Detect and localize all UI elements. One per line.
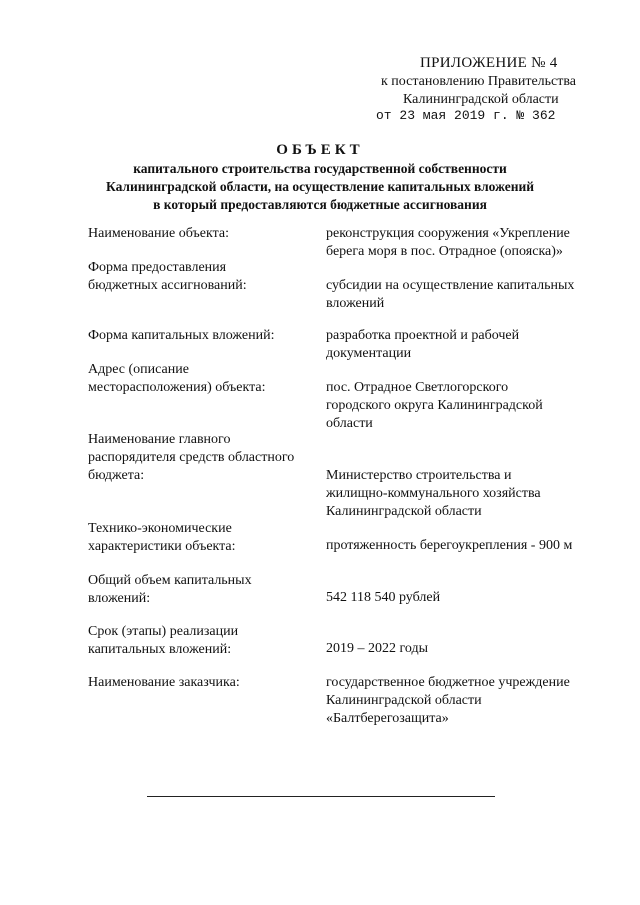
field-label: Наименование заказчика: bbox=[88, 675, 240, 690]
heading-line-2: Калининградской области, на осуществление капитальных вложений bbox=[105, 179, 535, 194]
heading-title: ОБЪЕКТ bbox=[276, 142, 364, 158]
field-value: протяженность берегоукрепления - 900 м bbox=[326, 538, 573, 553]
field-label: Наименование объекта: bbox=[88, 226, 229, 241]
appendix-line-1: к постановлению Правительства bbox=[381, 74, 577, 89]
heading-line-3: в который предоставляются бюджетные ассигнования bbox=[153, 197, 487, 212]
appendix-line-2: Калининградской области bbox=[403, 92, 559, 107]
closing-rule bbox=[147, 796, 495, 797]
field-value: 2019 – 2022 годы bbox=[326, 641, 429, 656]
field-value: субсидии на осуществление капитальных вложений bbox=[326, 278, 575, 311]
field-value: разработка проектной и рабочей документации bbox=[326, 328, 520, 361]
appendix-date-line: от 23 мая 2019 г. № 362 bbox=[376, 108, 556, 123]
field-value: Министерство строительства и жилищно-коммунального хозяйства Калининградской области bbox=[326, 468, 541, 519]
field-label: Общий объем капитальных вложений: bbox=[88, 573, 252, 606]
field-label: Срок (этапы) реализации капитальных вложений: bbox=[88, 624, 239, 657]
field-value: государственное бюджетное учреждение Калининградской области «Балтберегозащита» bbox=[326, 675, 570, 726]
field-value: реконструкция сооружения «Укрепление берега моря в пос. Отрадное (опояска)» bbox=[326, 226, 570, 259]
heading-line-1: капитального строительства государственной собственности bbox=[133, 161, 507, 176]
field-label: Наименование главного распорядителя средств областного бюджета: bbox=[88, 432, 295, 483]
field-label: Форма капитальных вложений: bbox=[88, 328, 275, 343]
field-label: Адрес (описание месторасположения) объекта: bbox=[88, 362, 266, 395]
field-value: пос. Отрадное Светлогорского городского округа Калининградской области bbox=[326, 380, 543, 431]
field-value: 542 118 540 рублей bbox=[326, 590, 441, 605]
appendix-title: ПРИЛОЖЕНИЕ № 4 bbox=[420, 55, 558, 71]
document-heading bbox=[0, 140, 640, 214]
field-label: Технико-экономические характеристики объекта: bbox=[88, 521, 236, 554]
field-label: Форма предоставления бюджетных ассигнований: bbox=[88, 260, 247, 293]
